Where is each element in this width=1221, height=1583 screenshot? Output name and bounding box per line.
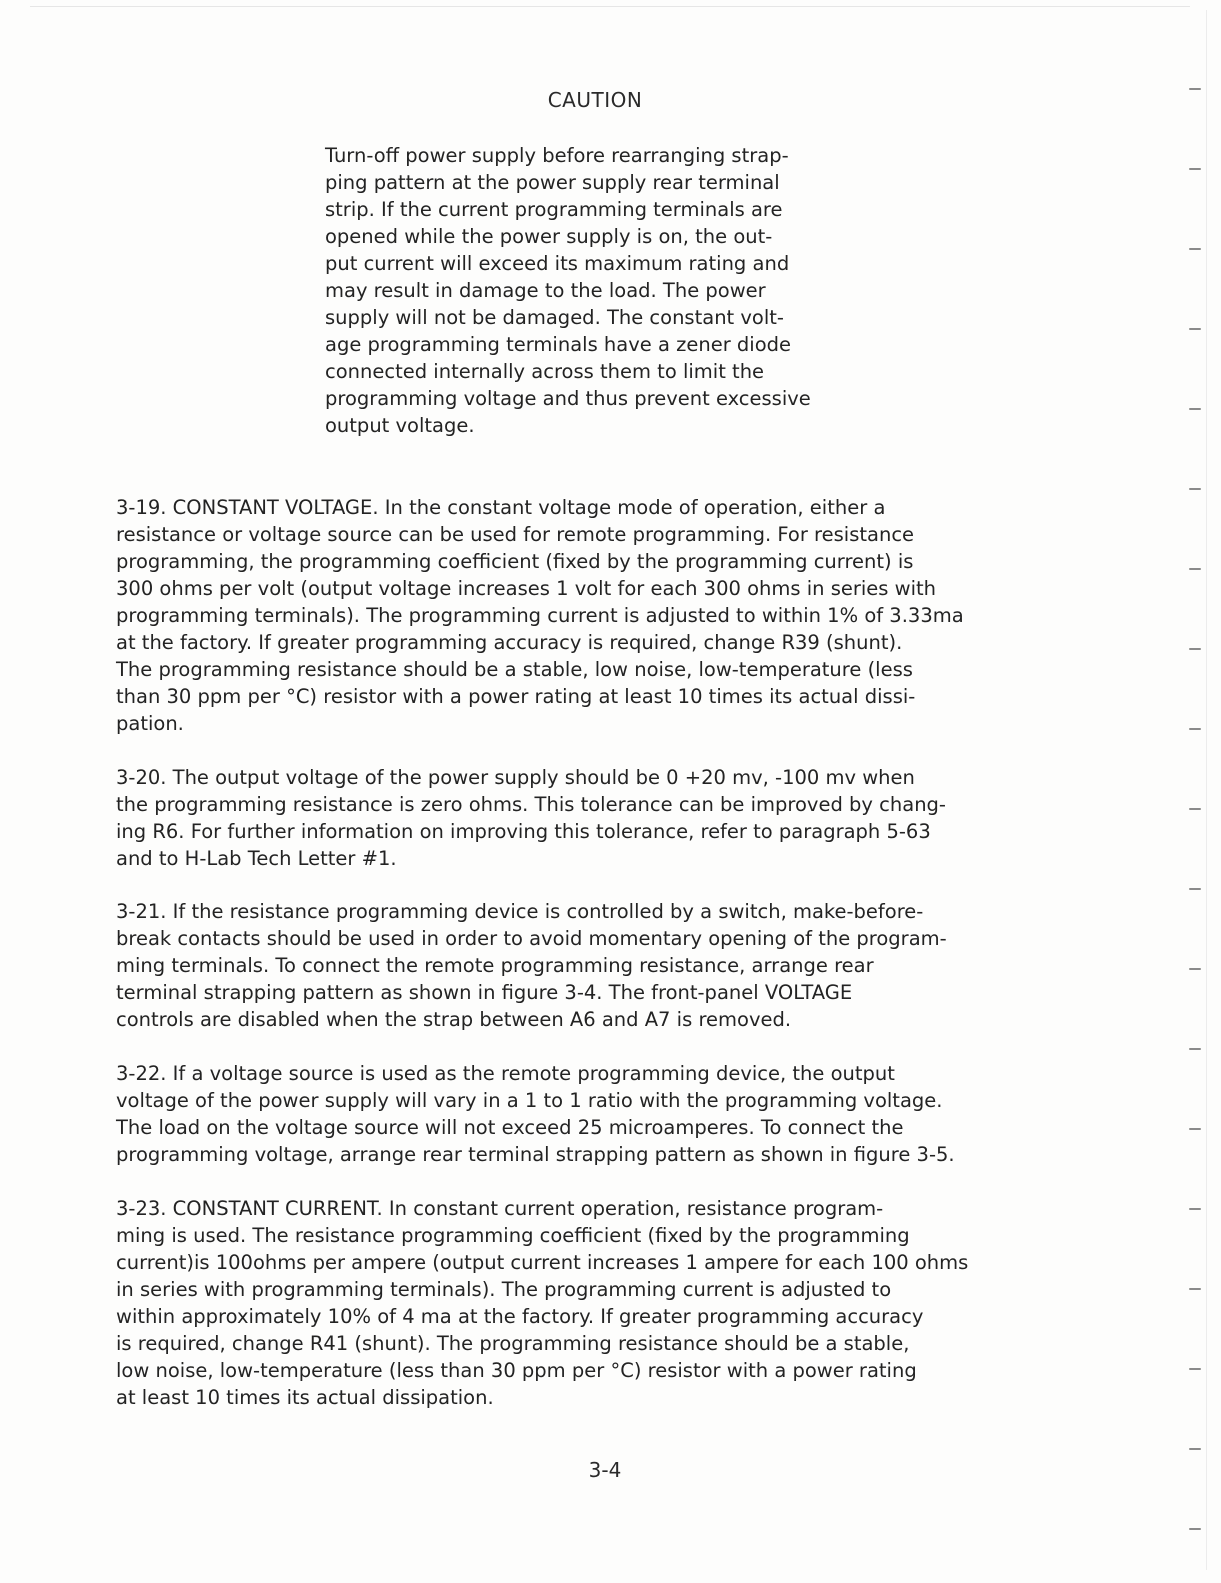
top-edge-rule bbox=[30, 6, 1190, 7]
binding-tick-mark bbox=[1189, 728, 1201, 730]
paragraph-line: 3-20. The output voltage of the power supply should be 0 +20 mv, -100 mv when bbox=[116, 766, 915, 789]
caution-line: opened while the power supply is on, the out- bbox=[325, 225, 773, 248]
binding-tick-mark bbox=[1189, 408, 1201, 410]
binding-tick-mark bbox=[1189, 488, 1201, 490]
paragraph-line: at least 10 times its actual dissipation. bbox=[116, 1386, 494, 1409]
paragraph-line: in series with programming terminals). The programming current is adjusted to bbox=[116, 1278, 892, 1301]
caution-line: put current will exceed its maximum rating and bbox=[325, 252, 790, 275]
caution-line: programming voltage and thus prevent excessive bbox=[325, 387, 811, 410]
caution-line: may result in damage to the load. The power bbox=[325, 279, 766, 302]
paragraph-3-22 bbox=[116, 1060, 1126, 1168]
paragraph-line: The programming resistance should be a stable, low noise, low-temperature (less bbox=[116, 658, 913, 681]
paragraph-line: and to H-Lab Tech Letter #1. bbox=[116, 847, 397, 870]
caution-line: strip. If the current programming terminals are bbox=[325, 198, 783, 221]
binding-tick-mark bbox=[1189, 1368, 1201, 1370]
paragraph-3-23 bbox=[116, 1195, 1126, 1411]
paragraph-line: ing R6. For further information on improving this tolerance, refer to paragraph 5-63 bbox=[116, 820, 931, 843]
caution-heading: CAUTION bbox=[547, 88, 643, 112]
paragraph-line: programming, the programming coefficient (fixed by the programming current) is bbox=[116, 550, 914, 573]
paragraph-line: pation. bbox=[116, 712, 184, 735]
binding-tick-mark bbox=[1189, 1528, 1201, 1530]
binding-tick-mark bbox=[1189, 808, 1201, 810]
paragraph-line: current)is 100ohms per ampere (output current increases 1 ampere for each 100 ohms bbox=[116, 1251, 969, 1274]
paragraph-line: voltage of the power supply will vary in a 1 to 1 ratio with the programming voltage. bbox=[116, 1089, 943, 1112]
paragraph-3-20 bbox=[116, 764, 1126, 872]
paragraph-line: 3-23. CONSTANT CURRENT. In constant current operation, resistance program- bbox=[116, 1197, 884, 1220]
binding-tick-mark bbox=[1189, 968, 1201, 970]
paragraph-line: resistance or voltage source can be used for remote programming. For resistance bbox=[116, 523, 915, 546]
caution-line: ping pattern at the power supply rear terminal bbox=[325, 171, 780, 194]
binding-tick-mark bbox=[1189, 888, 1201, 890]
paragraph-3-21 bbox=[116, 898, 1126, 1033]
paragraph-line: controls are disabled when the strap between A6 and A7 is removed. bbox=[116, 1008, 792, 1031]
paragraph-line: break contacts should be used in order to avoid momentary opening of the program- bbox=[116, 927, 947, 950]
binding-tick-mark bbox=[1189, 1208, 1201, 1210]
paragraph-line: 300 ohms per volt (output voltage increases 1 volt for each 300 ohms in series with bbox=[116, 577, 937, 600]
binding-tick-mark bbox=[1189, 248, 1201, 250]
binding-tick-mark bbox=[1189, 328, 1201, 330]
paragraph-line: the programming resistance is zero ohms. This tolerance can be improved by chang- bbox=[116, 793, 946, 816]
caution-line: connected internally across them to limit the bbox=[325, 360, 765, 383]
right-edge-line bbox=[1206, 10, 1207, 1570]
caution-text bbox=[325, 142, 905, 439]
paragraph-line: ming is used. The resistance programming coefficient (fixed by the programming bbox=[116, 1224, 910, 1247]
binding-tick-mark bbox=[1189, 568, 1201, 570]
caution-line: Turn-off power supply before rearranging strap- bbox=[325, 144, 789, 167]
page-number: 3-4 bbox=[588, 1458, 622, 1482]
paragraph-line: programming voltage, arrange rear terminal strapping pattern as shown in figure 3-5. bbox=[116, 1143, 955, 1166]
binding-tick-mark bbox=[1189, 1448, 1201, 1450]
paragraph-3-19 bbox=[116, 494, 1126, 737]
paragraph-line: ming terminals. To connect the remote programming resistance, arrange rear bbox=[116, 954, 874, 977]
caution-line: age programming terminals have a zener diode bbox=[325, 333, 792, 356]
paragraph-line: programming terminals). The programming current is adjusted to within 1% of 3.33ma bbox=[116, 604, 964, 627]
paragraph-line: terminal strapping pattern as shown in figure 3-4. The front-panel VOLTAGE bbox=[116, 981, 853, 1004]
paragraph-line: 3-19. CONSTANT VOLTAGE. In the constant voltage mode of operation, either a bbox=[116, 496, 886, 519]
binding-tick-mark bbox=[1189, 88, 1201, 90]
binding-tick-mark bbox=[1189, 648, 1201, 650]
binding-tick-mark bbox=[1189, 1288, 1201, 1290]
paragraph-line: at the factory. If greater programming accuracy is required, change R39 (shunt). bbox=[116, 631, 903, 654]
binding-tick-mark bbox=[1189, 168, 1201, 170]
caution-line: supply will not be damaged. The constant volt- bbox=[325, 306, 784, 329]
paragraph-line: than 30 ppm per °C) resistor with a power rating at least 10 times its actual dissi- bbox=[116, 685, 916, 708]
paragraph-line: 3-22. If a voltage source is used as the remote programming device, the output bbox=[116, 1062, 895, 1085]
caution-line: output voltage. bbox=[325, 414, 475, 437]
paragraph-line: 3-21. If the resistance programming device is controlled by a switch, make-before- bbox=[116, 900, 924, 923]
binding-tick-mark bbox=[1189, 1128, 1201, 1130]
paragraph-line: is required, change R41 (shunt). The programming resistance should be a stable, bbox=[116, 1332, 910, 1355]
paragraph-line: low noise, low-temperature (less than 30 ppm per °C) resistor with a power rating bbox=[116, 1359, 917, 1382]
paragraph-line: within approximately 10% of 4 ma at the factory. If greater programming accuracy bbox=[116, 1305, 924, 1328]
paragraph-line: The load on the voltage source will not exceed 25 microamperes. To connect the bbox=[116, 1116, 904, 1139]
binding-tick-mark bbox=[1189, 1048, 1201, 1050]
